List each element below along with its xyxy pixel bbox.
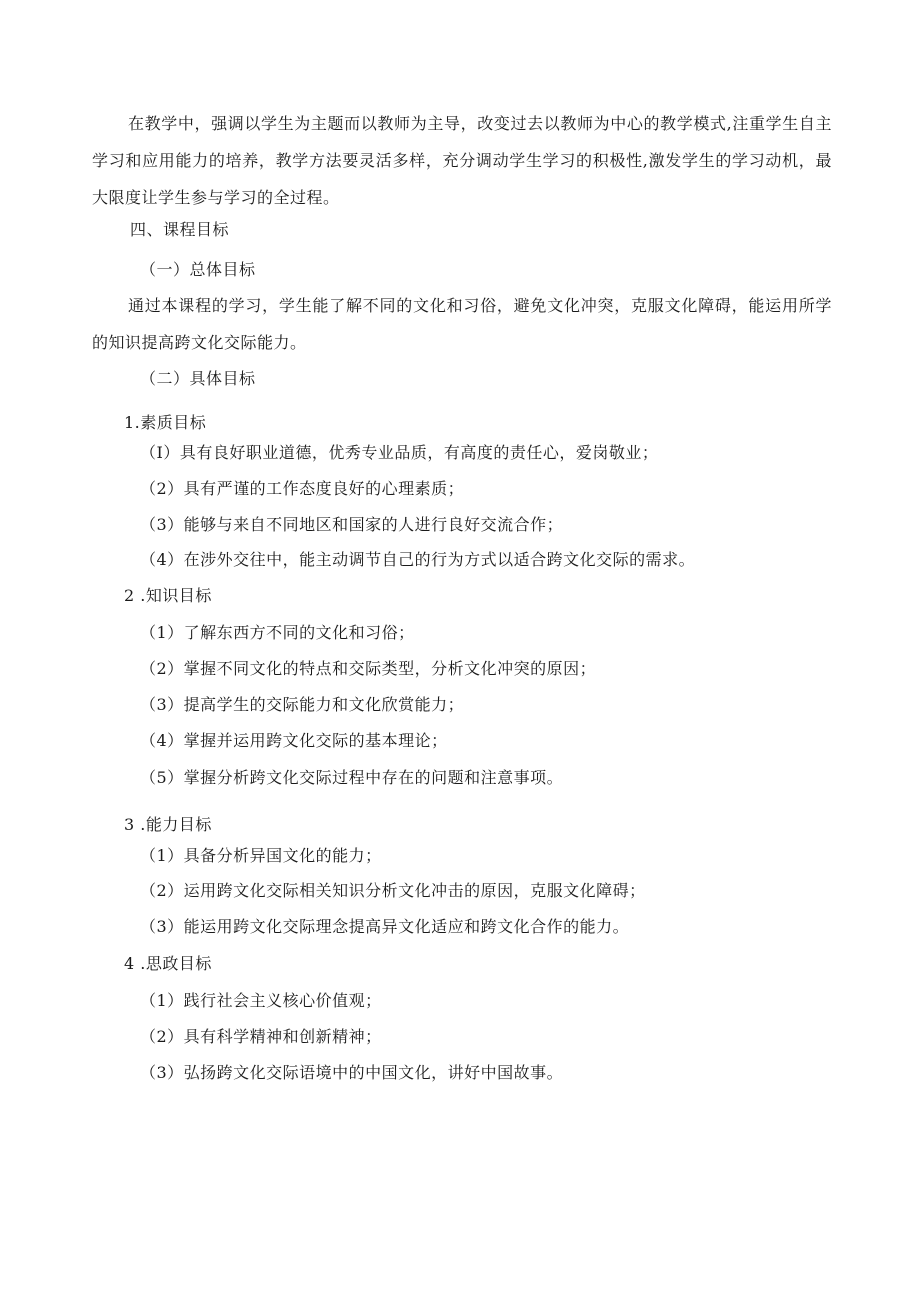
ability-item-3: （3）能运用跨文化交际理念提高异文化适应和跨文化合作的能力。 bbox=[140, 917, 630, 936]
knowledge-item-2: （2）掌握不同文化的特点和交际类型，分析文化冲突的原因； bbox=[140, 659, 597, 678]
quality-objective-heading: 1.素质目标 bbox=[124, 413, 207, 432]
ideology-item-1: （1）践行社会主义核心价值观； bbox=[140, 991, 382, 1010]
quality-item-3: （3）能够与来自不同地区和国家的人进行良好交流合作； bbox=[140, 515, 564, 534]
ability-objective-heading: 3 .能力目标 bbox=[124, 815, 212, 834]
overall-objective-heading: （一）总体目标 bbox=[140, 260, 256, 279]
specific-objective-heading: （二）具体目标 bbox=[140, 369, 256, 388]
knowledge-item-3: （3）提高学生的交际能力和文化欣赏能力； bbox=[140, 695, 465, 714]
knowledge-objective-heading: 2 .知识目标 bbox=[124, 586, 212, 605]
overall-objective-text: 通过本课程的学习，学生能了解不同的文化和习俗，避免文化冲突，克服文化障碍，能运用所学的知识提高跨文化交际能力。 bbox=[92, 296, 832, 352]
knowledge-item-5: （5）掌握分析跨文化交际过程中存在的问题和注意事项。 bbox=[140, 768, 564, 787]
ability-item-1: （1）具备分析异国文化的能力； bbox=[140, 846, 382, 865]
knowledge-item-4: （4）掌握并运用跨文化交际的基本理论； bbox=[140, 731, 448, 750]
knowledge-item-1: （1）了解东西方不同的文化和习俗； bbox=[140, 623, 415, 642]
section-heading-course-objectives: 四、课程目标 bbox=[130, 220, 230, 239]
ideology-item-2: （2）具有科学精神和创新精神； bbox=[140, 1027, 382, 1046]
quality-item-2: （2）具有严谨的工作态度良好的心理素质； bbox=[140, 479, 465, 498]
quality-item-4: （4）在涉外交往中，能主动调节自己的行为方式以适合跨文化交际的需求。 bbox=[140, 550, 696, 569]
quality-item-1: （I）具有良好职业道德，优秀专业品质，有高度的责任心，爱岗敬业； bbox=[140, 443, 659, 462]
ability-item-2: （2）运用跨文化交际相关知识分析文化冲击的原因，克服文化障碍； bbox=[140, 881, 646, 900]
ideology-item-3: （3）弘扬跨文化交际语境中的中国文化，讲好中国故事。 bbox=[140, 1063, 564, 1082]
intro-paragraph: 在教学中，强调以学生为主题而以教师为主导，改变过去以教师为中心的教学模式,注重学生自主学习和应用能力的培养，教学方法要灵活多样，充分调动学生学习的积极性,激发学生的学习动机，最大限度让学生参与学习的全过程。 bbox=[92, 114, 832, 207]
ideology-objective-heading: 4 .思政目标 bbox=[124, 954, 212, 973]
